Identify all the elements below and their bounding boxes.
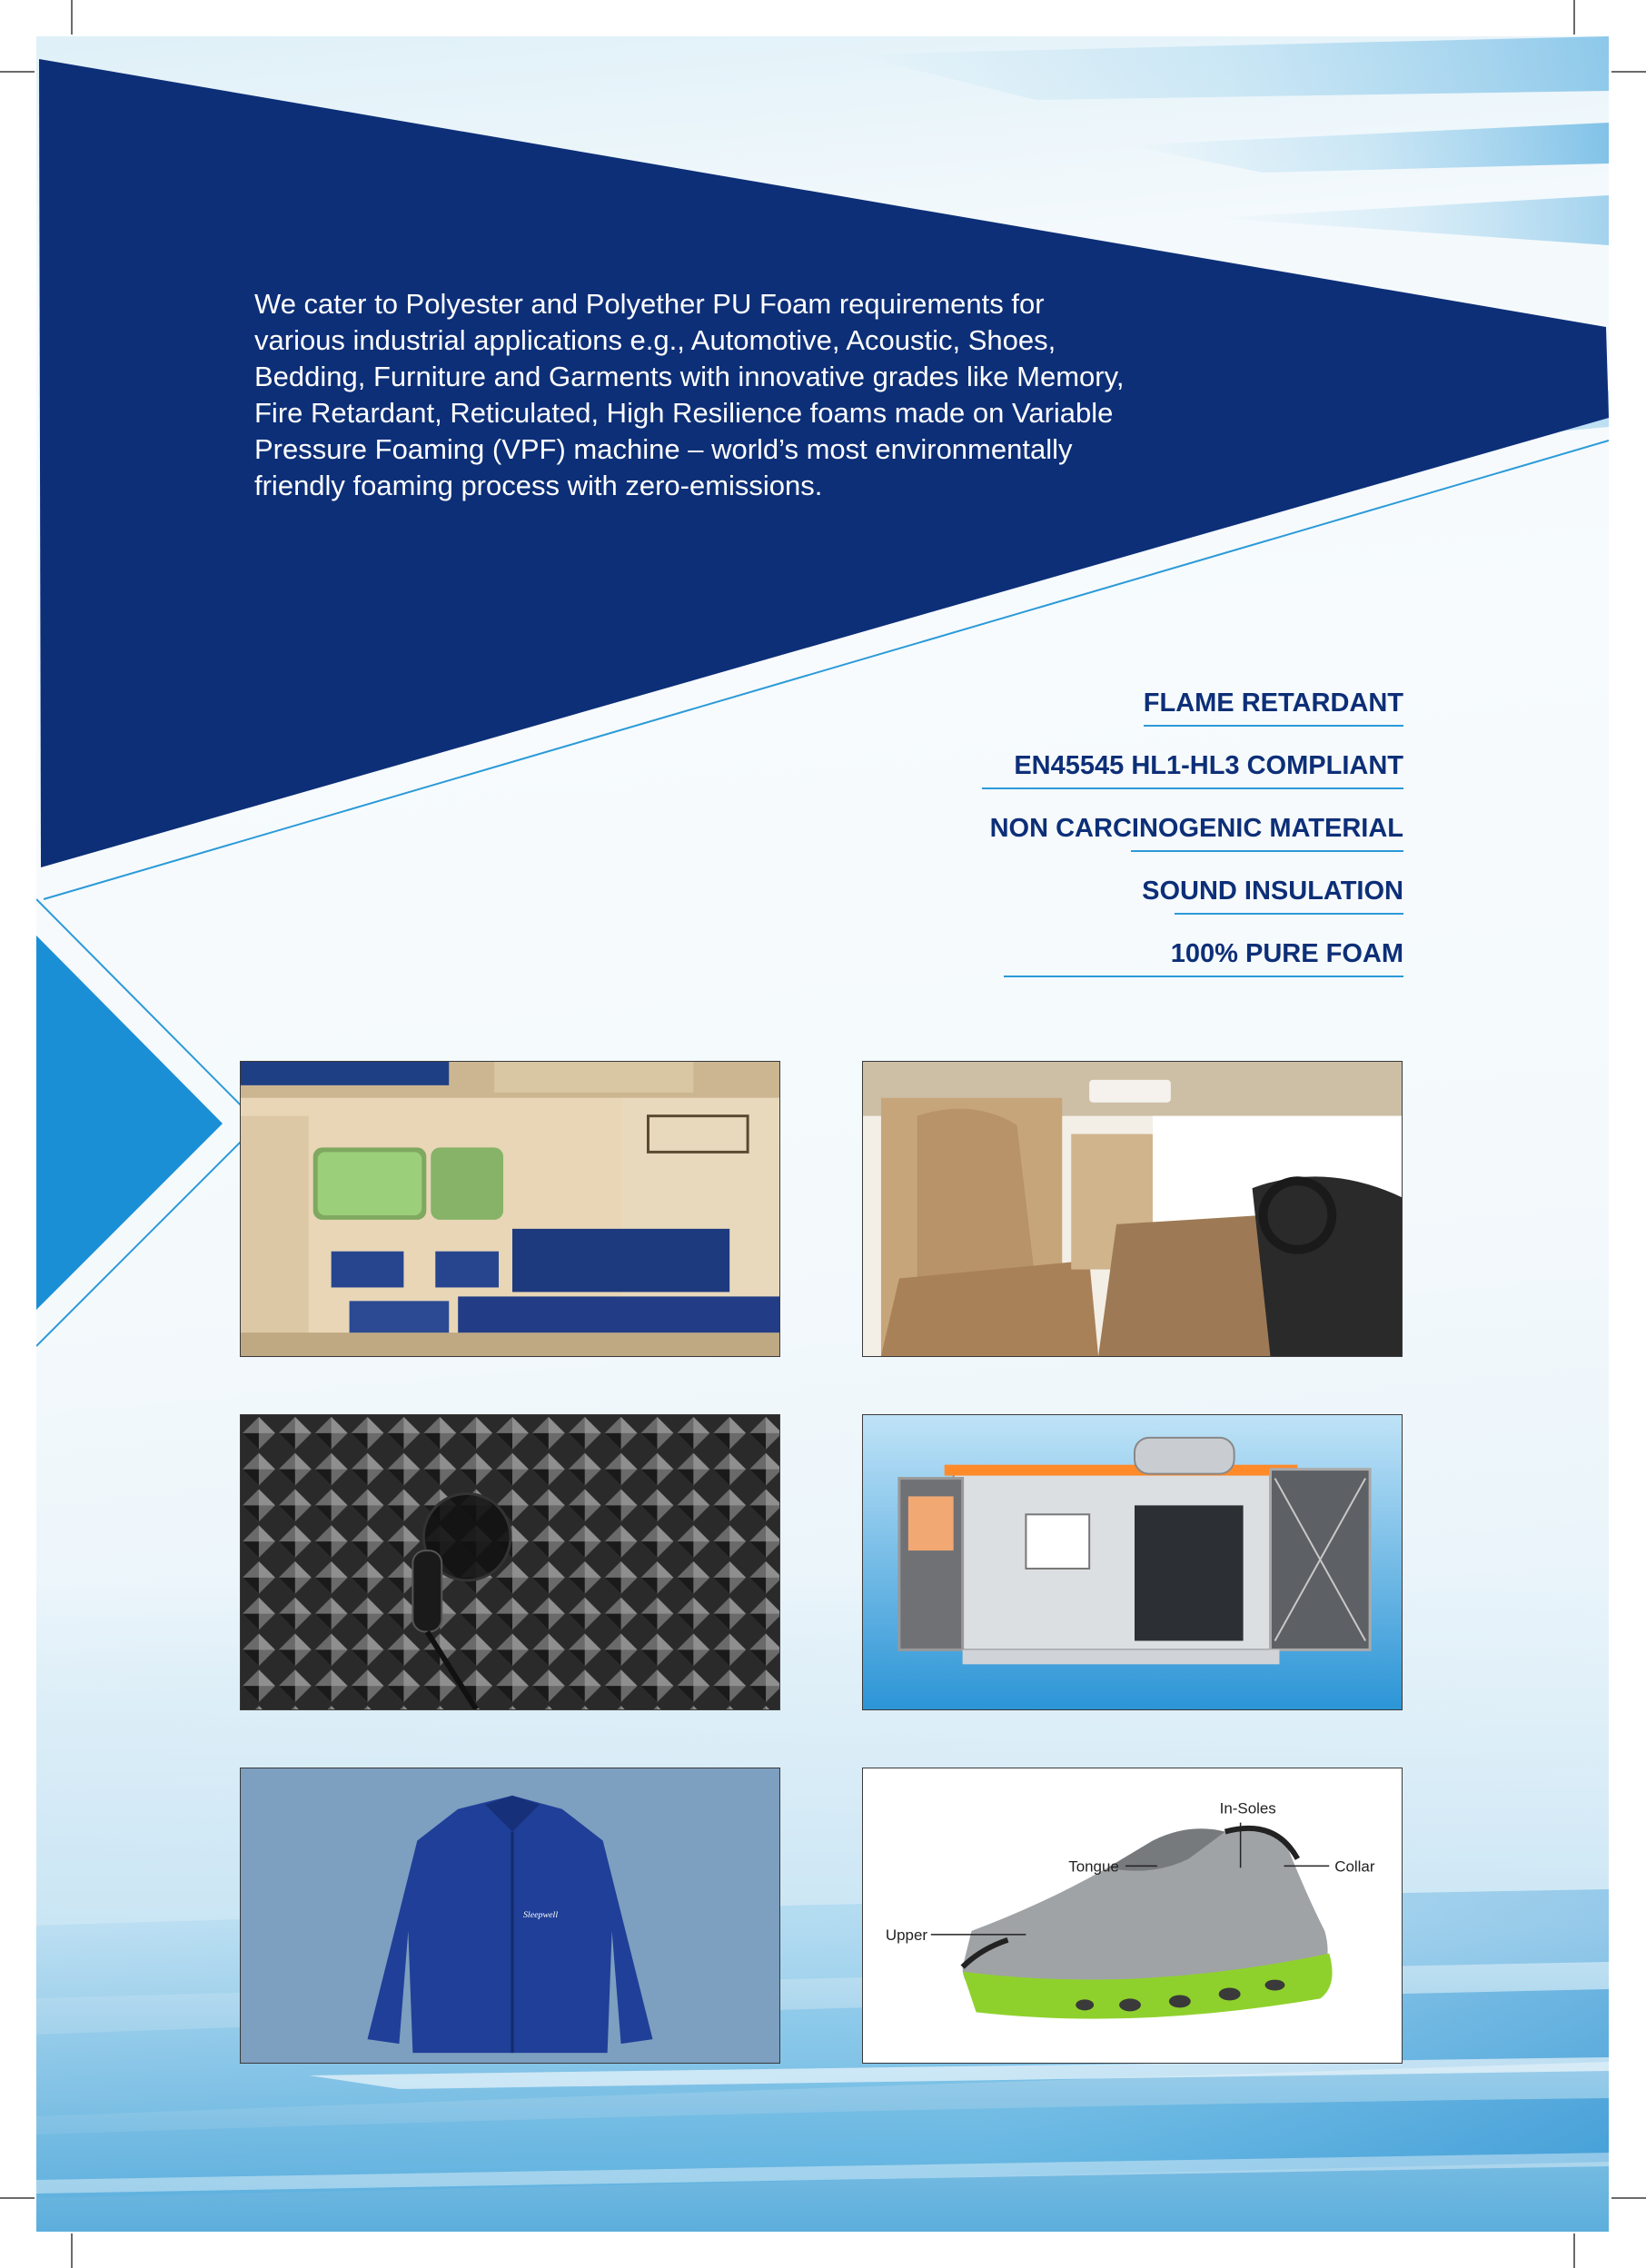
crop-mark (1611, 71, 1646, 73)
jacket-photo (240, 1768, 780, 2064)
feature-item (895, 751, 1403, 814)
feature-underline (1004, 976, 1403, 977)
crop-mark (0, 71, 35, 73)
shoe-label-in-soles: In-Soles (1219, 1799, 1276, 1817)
shoe-label-upper: Upper (885, 1926, 928, 1944)
acoustic-foam-photo (240, 1414, 780, 1710)
jacket-brand-label: Sleepwell (522, 1909, 559, 1920)
crop-mark (71, 2233, 73, 2268)
feature-item (895, 814, 1403, 876)
shoe-label-tongue: Tongue (1068, 1857, 1119, 1876)
feature-label: FLAME RETARDANT (1143, 688, 1403, 718)
feature-label: EN45545 HL1-HL3 COMPLIANT (1014, 751, 1403, 780)
train-cabin-photo (240, 1061, 780, 1357)
feature-underline (982, 787, 1403, 789)
intro-paragraph: We cater to Polyester and Polyether PU Foam requirements for various industrial applications e.g., Automotive, Acoustic, Shoes, Bedding, Furniture and Garments with innovative grades like Memory, Fire Retardant, Reticulated, High Resilience foams made on Variable Pressure Foaming (VPF) machine – world’s most environmentally friendly foaming process with zero-emissions. (254, 288, 1125, 501)
feature-label: 100% PURE FOAM (1170, 939, 1403, 968)
crop-mark (0, 2197, 35, 2199)
brochure-page (36, 36, 1609, 2232)
feature-item (895, 876, 1403, 939)
shoe-label-collar: Collar (1334, 1857, 1375, 1876)
feature-underline (1175, 913, 1403, 915)
crop-mark (71, 0, 73, 35)
feature-item (895, 688, 1403, 751)
feature-label: NON CARCINOGENIC MATERIAL (989, 814, 1403, 843)
crop-mark (1573, 2233, 1575, 2268)
crop-mark (1573, 0, 1575, 35)
feature-underline (1131, 850, 1403, 852)
shoe-diagram-photo (862, 1768, 1403, 2064)
feature-label: SOUND INSULATION (1142, 876, 1403, 906)
generator-enclosure-photo (862, 1414, 1403, 1710)
feature-list (895, 688, 1403, 1002)
feature-underline (1144, 725, 1403, 727)
feature-item (895, 939, 1403, 1002)
crop-mark (1611, 2197, 1646, 2199)
car-interior-photo (862, 1061, 1403, 1357)
